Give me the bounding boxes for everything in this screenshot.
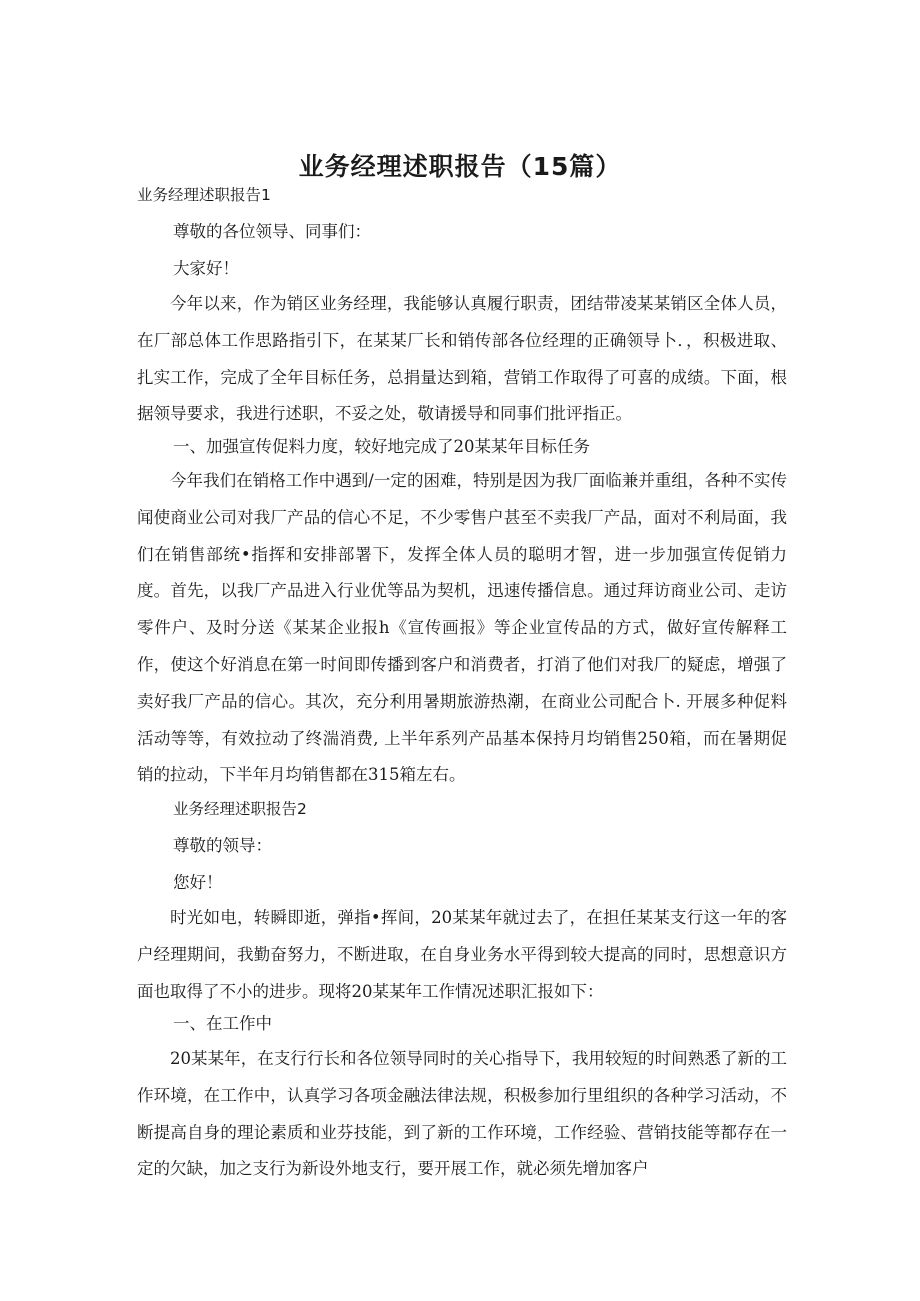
report2-heading: 业务经理述职报告2 (173, 800, 307, 818)
report2-greeting: 您好！ (173, 873, 223, 892)
report1-greeting: 大家好！ (173, 259, 239, 278)
report2-paragraph-2-text: 20某某年，在支行行长和各位领导同时的关心指导下，我用较短的时间熟悉了新的工作环境，在工作中，认真学习各项金融法律法规，积极参加行里组织的各种学习活动，不断提高自身的理论素质和业芬技能，到了新的工作环境，工作经验、营销技能等都存在一定的欠缺，加之支行为新设外地支行，要开展工作，就必须先增加客户 (137, 1049, 787, 1179)
report2-paragraph-2 (137, 1041, 787, 1188)
report2-salutation: 尊敬的领导： (173, 836, 272, 855)
report2-paragraph-1-text: 时光如电，转瞬即逝，弹指•挥间，20某某年就过去了，在担任某某支行这一年的客户经理期间，我勤奋努力，不断进取，在自身业务水平得到较大提高的同时，思想意识方面也取得了不小的进步。现将20某某年工作情况述职汇报如下： (137, 908, 787, 1001)
document-title: 业务经理述职报告（15篇） (298, 151, 622, 181)
report1-paragraph-2-text: 今年我们在销格工作中遇到/一定的困难，特别是因为我厂面临兼并重组，各种不实传闻使商业公司对我厂产品的信心不足，不少零售户甚至不卖我厂产品，面对不利局面，我们在销售部统•指挥和安排部署下，发挥全体人员的聪明才智，进一步加强宣传促销力度。首先，以我厂产品进入行业优等品为契机，迅速传播信息。通过拜访商业公司、走访零件户、及时分送《某某企业报h《宣传画报》等企业宣传品的方式，做好宣传解释工作，使这个好消息在第一时间即传播到客户和消费者，打消了他们对我厂的疑虑，增强了卖好我厂产品的信心。其次，充分利用暑期旅游热潮，在商业公司配合卜. 开展多种促料活动等等，有效拉动了终湍消费, 上半年系列产品基本保持月均销售250箱，而在暑期促销的拉动，下半年月均销售都在315箱左右。 (137, 471, 787, 785)
report2-paragraph-1 (137, 900, 787, 1010)
report1-paragraph-1 (137, 286, 787, 433)
report1-heading: 业务经理述职报告1 (137, 186, 271, 204)
report2-section-1-heading: 一、在工作中 (173, 1014, 272, 1033)
report1-paragraph-2 (137, 463, 787, 794)
report1-salutation: 尊敬的各位领导、同事们： (173, 222, 371, 241)
report1-paragraph-1-text: 今年以来，作为销区业务经理，我能够认真履行职责，团结带凌某某销区全体人员，在厂部总体工作思路指引下，在某某厂长和销传部各位经理的正确领导卜．，积极进取、扎实工作，完成了全年目标任务，总捐量达到箱，营销工作取得了可喜的成绩。下面，根据领导要求，我进行述职，不妥之处，敬请援导和同事们批评指正。 (137, 294, 787, 424)
report1-section-1-heading: 一、加强宣传促料力度，较好地完成了20某某年目标任务 (173, 437, 590, 456)
